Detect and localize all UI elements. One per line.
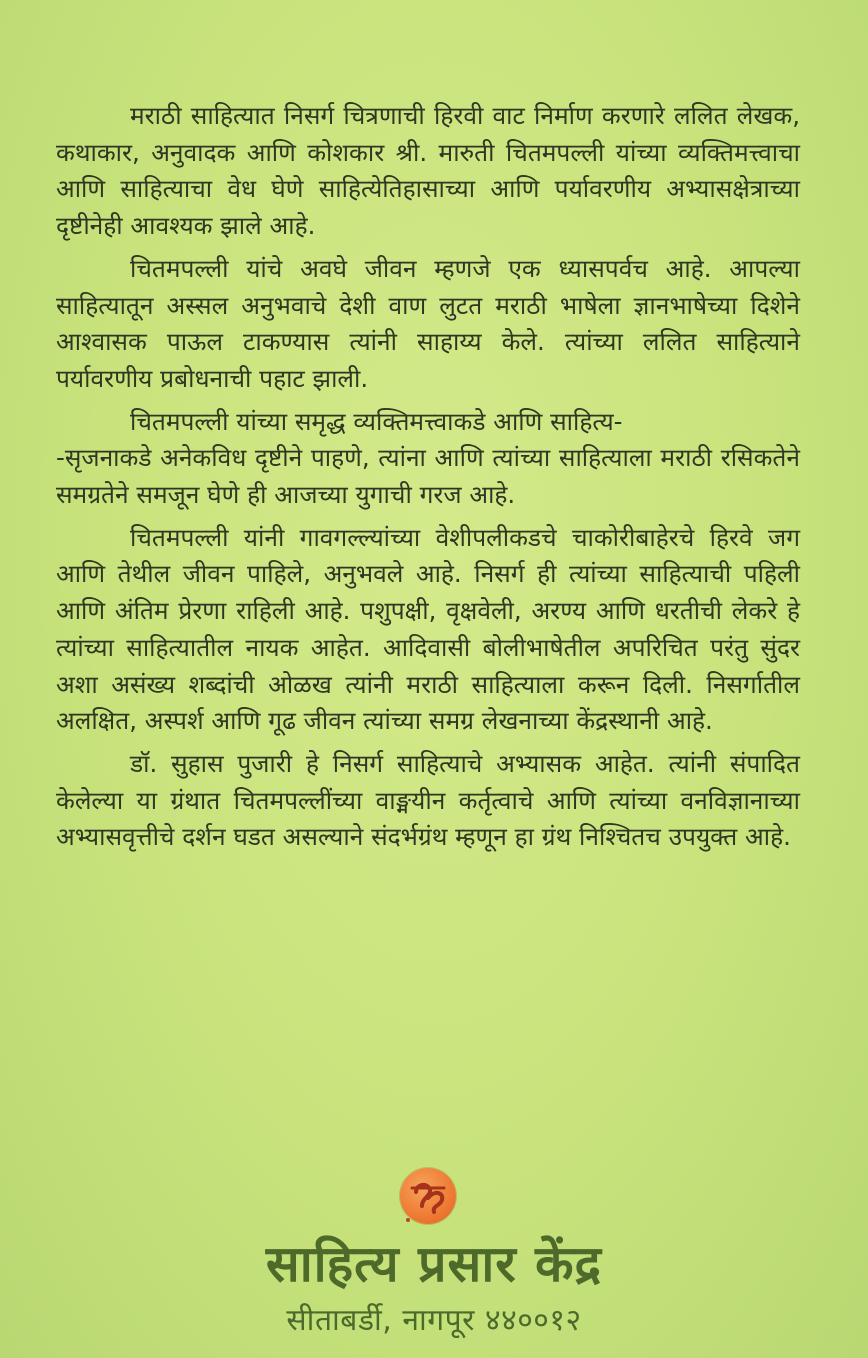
paragraph-2: चितमपल्ली यांचे अवघे जीवन म्हणजे एक ध्यासपर्वच आहे. आपल्या साहित्यातून अस्सल अनुभवाचे देशी वाण लुटत मराठी भाषेला ज्ञानभाषेच्या दिशेने आश्वासक पाऊल टाकण्यास त्यांनी साहाय्य केले. त्यांच्या ललित साहित्याने पर्यावरणीय प्रबोधनाची पहाट झाली.: [56, 253, 800, 393]
paragraph-3: चितमपल्ली यांच्या समृद्ध व्यक्तिमत्त्वाकडे आणि साहित्य- -सृजनाकडे अनेकविध दृष्टीने पाहणे, त्यांना आणि त्यांच्या साहित्याला मराठी रसिकतेने समग्रतेने समजून घेणे ही आजच्या युगाची गरज आहे.: [56, 406, 800, 510]
paragraph-1: मराठी साहित्यात निसर्ग चित्रणाची हिरवी वाट निर्माण करणारे ललित लेखक, कथाकार, अनुवादक आणि कोशकार श्री. मारुती चितमपल्ली यांच्या व्यक्तिमत्त्वाचा आणि साहित्याचा वेध घेणे साहित्येतिहासाच्या आणि पर्यावरणीय अभ्यासक्षेत्राच्या दृष्टीनेही आवश्यक झाले आहे.: [56, 101, 800, 241]
logo-dot: [406, 1218, 410, 1222]
paragraph-4: चितमपल्ली यांनी गावगल्ल्यांच्या वेशीपलीकडचे चाकोरीबाहेरचे हिरवे जग आणि तेथील जीवन पाहिले, अनुभवले आहे. निसर्ग ही त्यांच्या साहित्याची पहिली आणि अंतिम प्रेरणा राहिली आहे. पशुपक्षी, वृक्षवेली, अरण्य आणि धरतीची लेकरे हे त्यांच्या साहित्यातील नायक आहेत. आदिवासी बोलीभाषेतील अपरिचित परंतु सुंदर अशा असंख्य शब्दांची ओळख त्यांनी मराठी साहित्याला करून दिली. निसर्गातील अलक्षित, अस्पर्श आणि गूढ जीवन त्यांच्या समग्र लेखनाच्या केंद्रस्थानी आहे.: [56, 522, 800, 736]
publisher-address: सीताबर्डी, नागपूर ४४००१२: [286, 1303, 582, 1338]
blurb-text: [56, 98, 800, 862]
publisher-logo-icon: [400, 1168, 456, 1224]
publisher-name: साहित्य प्रसार केंद्र: [265, 1235, 603, 1293]
logo-glyph: [400, 1168, 456, 1224]
paragraph-5: डॉ. सुहास पुजारी हे निसर्ग साहित्याचे अभ्यासक आहेत. त्यांनी संपादित केलेल्या या ग्रंथात चितमपल्लींच्या वाङ्मयीन कर्तृत्वाचे आणि त्यांच्या वनविज्ञानाच्या अभ्यासवृत्तीचे दर्शन घडत असल्याने संदर्भग्रंथ म्हणून हा ग्रंथ निश्चितच उपयुक्त आहे.: [56, 748, 800, 852]
